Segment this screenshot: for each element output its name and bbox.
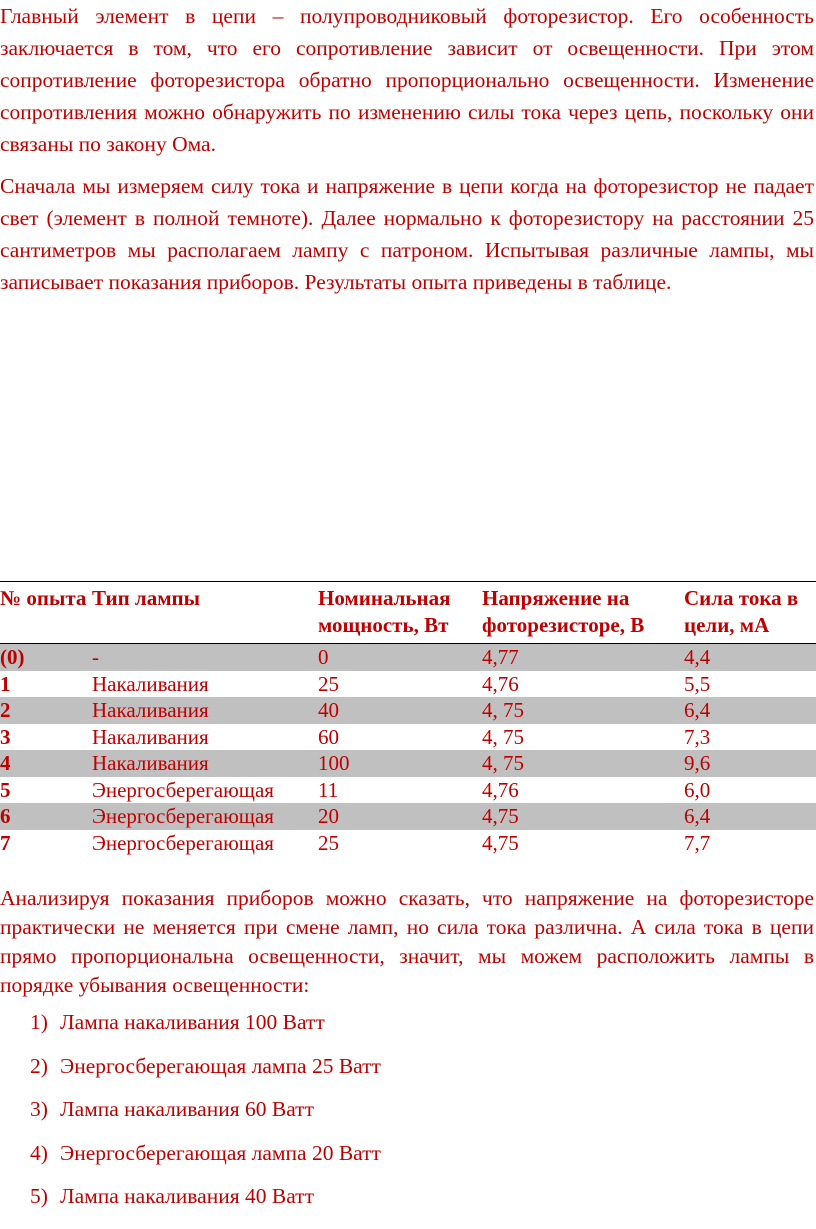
cell-number: 4: [0, 750, 92, 777]
header-voltage: Напряжение на фоторезисторе, В: [482, 582, 684, 644]
list-item-text: Энергосберегающая лампа 25 Ватт: [60, 1053, 381, 1078]
cell-power: 100: [318, 750, 482, 777]
cell-current: 7,3: [684, 724, 711, 749]
cell-voltage: 4,75: [482, 830, 519, 855]
list-item: [0, 1093, 381, 1137]
cell-number: 7: [0, 830, 11, 855]
table-header-row: [0, 582, 816, 644]
header-experiment-number: № опыта: [0, 582, 92, 644]
table-row: [0, 724, 816, 751]
cell-power: 25: [318, 830, 339, 855]
intro-paragraph: Главный элемент в цепи – полупроводниковый фоторезистор. Его особенность заключается в том, что его сопротивление зависит от освещенности. При этом сопротивление фоторезистора обратно пропорционально освещенности. Изменение сопротивления можно обнаружить по изменению силы тока через цепь, поскольку они связаны по закону Ома.: [0, 4, 814, 156]
header-lamp-type: Тип лампы: [92, 582, 318, 644]
cell-voltage: 4, 75: [482, 697, 684, 724]
cell-power: 40: [318, 697, 482, 724]
cell-current: 6,4: [684, 697, 816, 724]
cell-current: 6,4: [684, 803, 816, 830]
table-row: [0, 750, 816, 777]
list-item-text: Энергосберегающая лампа 20 Ватт: [60, 1140, 381, 1165]
cell-voltage: 4, 75: [482, 750, 684, 777]
list-item: [0, 1180, 381, 1224]
cell-lamp-type: Накаливания: [92, 697, 318, 724]
list-marker: 4): [30, 1140, 48, 1165]
list-marker: 3): [30, 1097, 48, 1121]
table-row: [0, 777, 816, 804]
cell-lamp-type: Накаливания: [92, 724, 209, 749]
table-row: [0, 830, 816, 857]
header-current: Сила тока в цели, мА: [684, 582, 816, 644]
cell-voltage: 4, 75: [482, 724, 524, 749]
list-item-text: Лампа накаливания 40 Ватт: [60, 1184, 314, 1208]
cell-number: 3: [0, 724, 11, 749]
method-paragraph: Сначала мы измеряем силу тока и напряжение в цепи когда на фоторезистор не падает свет (элемент в полной темноте). Далее нормально к фоторезистору на расстоянии 25 сантиметров мы располагаем лампу с патроном. Испытывая различные лампы, мы записывает показания приборов. Результаты опыта приведены в таблице.: [0, 174, 814, 294]
list-item: [0, 1050, 381, 1094]
cell-voltage: 4,76: [482, 777, 519, 802]
table-row: [0, 803, 816, 830]
cell-current: 5,5: [684, 671, 711, 696]
cell-lamp-type: Энергосберегающая: [92, 830, 274, 855]
cell-power: 60: [318, 724, 339, 749]
list-item: [0, 1006, 381, 1050]
list-item-text: Лампа накаливания 100 Ватт: [60, 1010, 325, 1034]
cell-lamp-type: Энергосберегающая: [92, 803, 318, 830]
cell-voltage: 4,77: [482, 644, 684, 671]
cell-current: 7,7: [684, 830, 711, 855]
cell-power: 25: [318, 671, 339, 696]
cell-current: 9,6: [684, 750, 816, 777]
cell-number: 6: [0, 803, 92, 830]
analysis-paragraph: Анализируя показания приборов можно сказать, что напряжение на фоторезисторе практически не меняется при смене ламп, но сила тока различна. А сила тока в цепи прямо пропорциональна освещенности, значит, мы можем расположить лампы в порядке убывания освещенности:: [0, 886, 814, 997]
cell-power: 11: [318, 777, 339, 802]
cell-number: 5: [0, 777, 11, 802]
cell-power: 0: [318, 644, 482, 671]
cell-lamp-type: -: [92, 644, 318, 671]
cell-number: 2: [0, 697, 92, 724]
table-row: [0, 671, 816, 698]
header-power: Номинальная мощность, Вт: [318, 582, 482, 644]
list-item: [0, 1137, 381, 1181]
cell-number: (0): [0, 644, 92, 671]
list-marker: 1): [30, 1010, 48, 1034]
cell-number: 1: [0, 671, 11, 696]
list-item-text: Лампа накаливания 60 Ватт: [60, 1097, 314, 1121]
cell-voltage: 4,75: [482, 803, 684, 830]
cell-lamp-type: Накаливания: [92, 671, 209, 696]
cell-lamp-type: Энергосберегающая: [92, 777, 274, 802]
lamp-ranking-list: [0, 1006, 381, 1224]
cell-voltage: 4,76: [482, 671, 519, 696]
table-row: [0, 644, 816, 671]
list-marker: 5): [30, 1184, 48, 1208]
list-marker: 2): [30, 1053, 48, 1078]
cell-lamp-type: Накаливания: [92, 750, 318, 777]
cell-current: 6,0: [684, 777, 711, 802]
cell-current: 4,4: [684, 644, 816, 671]
table-row: [0, 697, 816, 724]
results-table: [0, 581, 816, 856]
cell-power: 20: [318, 803, 482, 830]
